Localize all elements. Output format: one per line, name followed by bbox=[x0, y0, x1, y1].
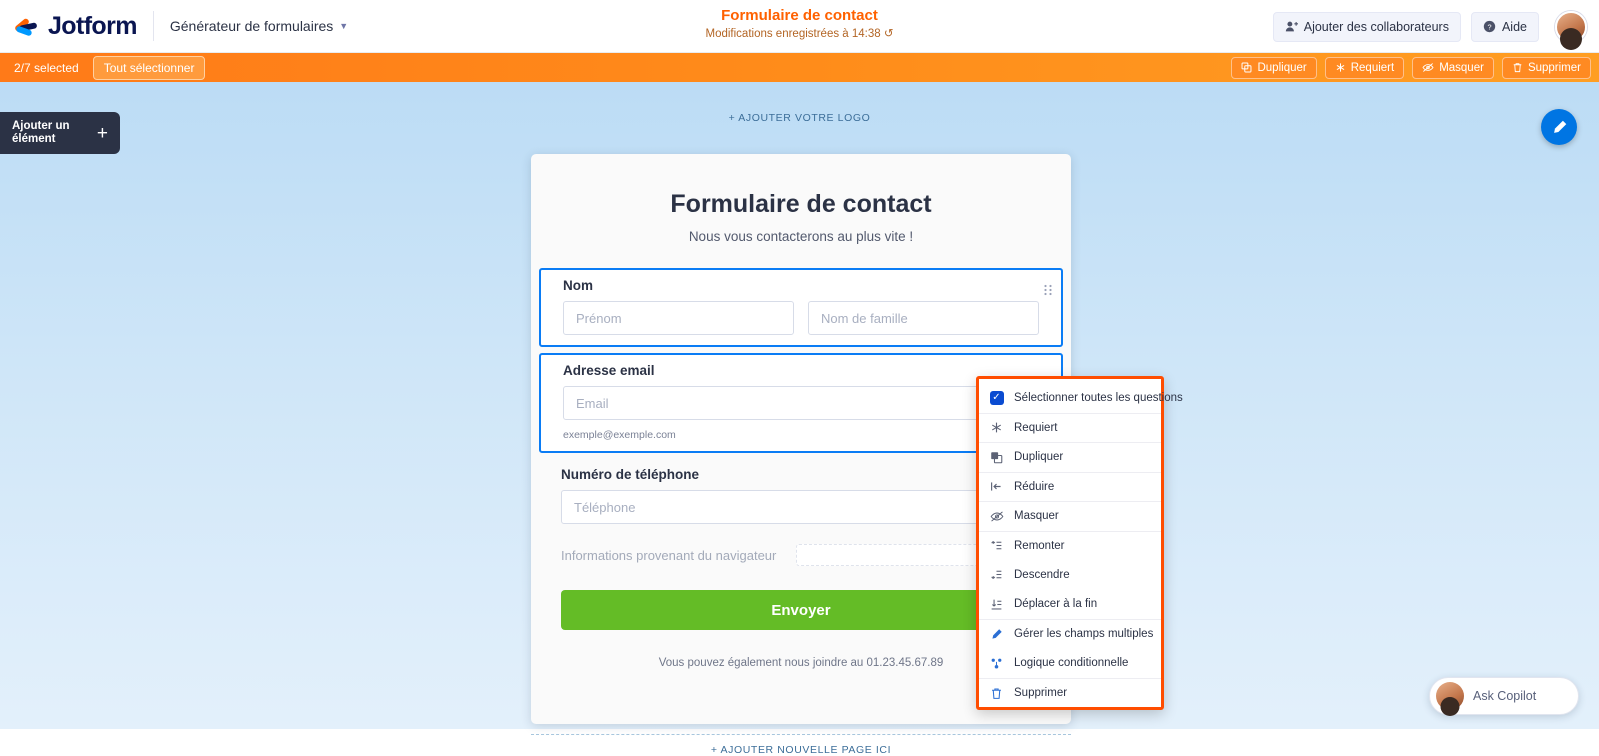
hide-button[interactable] bbox=[1412, 57, 1494, 79]
menu-item-hide[interactable] bbox=[979, 501, 1161, 531]
menu-item-move-to-end[interactable] bbox=[979, 590, 1161, 620]
asterisk-icon bbox=[1335, 62, 1346, 73]
top-bar-actions bbox=[1273, 0, 1599, 53]
phone-inputs-row bbox=[561, 490, 1041, 524]
save-status: Modifications enregistrées à 14:38 ↺ bbox=[705, 28, 894, 40]
jotform-wordmark: Jotform bbox=[48, 11, 137, 40]
menu-item-label: Requiert bbox=[1014, 421, 1058, 434]
selection-toolbar bbox=[0, 53, 1599, 82]
plus-icon: + bbox=[96, 122, 108, 144]
trash-icon bbox=[989, 686, 1004, 701]
copilot-avatar bbox=[1436, 682, 1464, 710]
header-divider bbox=[153, 11, 154, 41]
menu-item-move-down[interactable] bbox=[979, 560, 1161, 590]
menu-item-manage-multiple-fields[interactable] bbox=[979, 619, 1161, 649]
move-down-icon bbox=[989, 567, 1004, 582]
form-canvas bbox=[0, 82, 1599, 756]
add-element-label: Ajouter un élément bbox=[12, 120, 70, 145]
menu-item-duplicate[interactable] bbox=[979, 442, 1161, 472]
collapse-icon bbox=[989, 479, 1004, 494]
phone-input[interactable]: Téléphone bbox=[561, 490, 1041, 524]
browser-info-label: Informations provenant du navigateur bbox=[561, 547, 777, 563]
menu-item-require[interactable] bbox=[979, 413, 1161, 443]
field-label: Numéro de téléphone bbox=[561, 467, 700, 482]
menu-item-delete[interactable] bbox=[979, 678, 1161, 708]
svg-text:?: ? bbox=[1487, 22, 1492, 32]
form-generator-dropdown[interactable] bbox=[170, 18, 348, 34]
user-plus-icon bbox=[1285, 20, 1298, 33]
selection-count: 2/7 selected bbox=[14, 60, 79, 75]
menu-item-collapse[interactable] bbox=[979, 472, 1161, 502]
form-heading: Formulaire de contact bbox=[670, 190, 932, 218]
delete-label: Supprimer bbox=[1527, 61, 1581, 74]
page-title: Formulaire de contact bbox=[721, 7, 878, 24]
move-to-end-icon bbox=[989, 597, 1004, 612]
new-page-divider bbox=[531, 734, 1071, 735]
email-input[interactable]: Email bbox=[563, 386, 1039, 420]
field-context-menu bbox=[976, 376, 1183, 710]
pencil-icon bbox=[989, 627, 1004, 642]
form-footer-note: Vous pouvez également nous joindre au 01.23.45.67.89 bbox=[658, 657, 944, 669]
jotform-logo[interactable] bbox=[12, 11, 137, 41]
menu-item-label: Déplacer à la fin bbox=[1014, 598, 1098, 611]
eye-off-icon bbox=[989, 509, 1004, 524]
form-subheading: Nous vous contacterons au plus vite ! bbox=[688, 229, 914, 244]
add-new-page-button[interactable]: + AJOUTER NOUVELLE PAGE ICI bbox=[710, 744, 892, 756]
select-all-button[interactable]: Tout sélectionner bbox=[93, 56, 206, 80]
email-hint: exemple@exemple.com bbox=[563, 429, 676, 441]
duplicate-label: Dupliquer bbox=[1257, 61, 1307, 74]
menu-item-label: Sélectionner toutes les questions bbox=[1014, 391, 1183, 404]
jotform-logo-icon bbox=[12, 11, 42, 41]
browser-info-row bbox=[561, 544, 1041, 566]
menu-item-conditional-logic[interactable] bbox=[979, 649, 1161, 679]
last-name-input[interactable]: Nom de famille bbox=[808, 301, 1039, 335]
drag-handle-icon[interactable] bbox=[1043, 284, 1053, 296]
menu-item-label: Descendre bbox=[1014, 568, 1070, 581]
hide-label: Masquer bbox=[1439, 61, 1484, 74]
menu-item-move-up[interactable] bbox=[979, 531, 1161, 561]
selection-actions bbox=[1231, 53, 1591, 82]
chevron-down-icon: ▼ bbox=[339, 21, 349, 31]
field-label: Adresse email bbox=[563, 363, 655, 378]
require-button[interactable] bbox=[1325, 57, 1404, 79]
checkbox-checked-icon: ✓ bbox=[989, 390, 1004, 405]
duplicate-button[interactable] bbox=[1231, 57, 1316, 79]
submit-button[interactable]: Envoyer bbox=[561, 590, 1041, 630]
menu-item-label: Remonter bbox=[1014, 539, 1065, 552]
asterisk-icon bbox=[989, 420, 1004, 435]
require-label: Requiert bbox=[1350, 61, 1395, 74]
top-bar bbox=[0, 0, 1599, 53]
add-collaborators-label: Ajouter des collaborateurs bbox=[1303, 19, 1449, 34]
menu-item-select-all-questions[interactable] bbox=[979, 383, 1183, 413]
add-logo-placeholder[interactable]: + AJOUTER VOTRE LOGO bbox=[728, 112, 871, 124]
menu-item-label: Réduire bbox=[1014, 480, 1055, 493]
form-field-nom[interactable] bbox=[539, 268, 1063, 347]
help-label: Aide bbox=[1501, 19, 1527, 34]
name-inputs-row bbox=[563, 301, 1039, 335]
menu-item-label: Masquer bbox=[1014, 510, 1059, 523]
form-generator-label: Générateur de formulaires bbox=[169, 18, 334, 34]
menu-item-label: Supprimer bbox=[1014, 687, 1068, 700]
first-name-input[interactable]: Prénom bbox=[563, 301, 794, 335]
avatar[interactable] bbox=[1555, 11, 1587, 43]
duplicate-icon bbox=[989, 450, 1004, 465]
delete-button[interactable] bbox=[1502, 57, 1591, 79]
duplicate-icon bbox=[1241, 62, 1252, 73]
eye-off-icon bbox=[1422, 62, 1434, 73]
menu-item-label: Dupliquer bbox=[1014, 451, 1064, 464]
email-inputs-row bbox=[563, 386, 1039, 420]
ask-copilot-button[interactable] bbox=[1429, 677, 1579, 715]
menu-item-label: Logique conditionnelle bbox=[1014, 657, 1129, 670]
move-up-icon bbox=[989, 538, 1004, 553]
question-circle-icon bbox=[1483, 20, 1496, 33]
field-label: Nom bbox=[563, 278, 593, 293]
logic-icon bbox=[989, 656, 1004, 671]
menu-item-label: Gérer les champs multiples bbox=[1014, 628, 1154, 641]
trash-icon bbox=[1512, 62, 1523, 73]
ask-copilot-label: Ask Copilot bbox=[1473, 689, 1537, 703]
add-collaborators-button[interactable] bbox=[1273, 12, 1461, 42]
help-button[interactable] bbox=[1471, 12, 1539, 42]
